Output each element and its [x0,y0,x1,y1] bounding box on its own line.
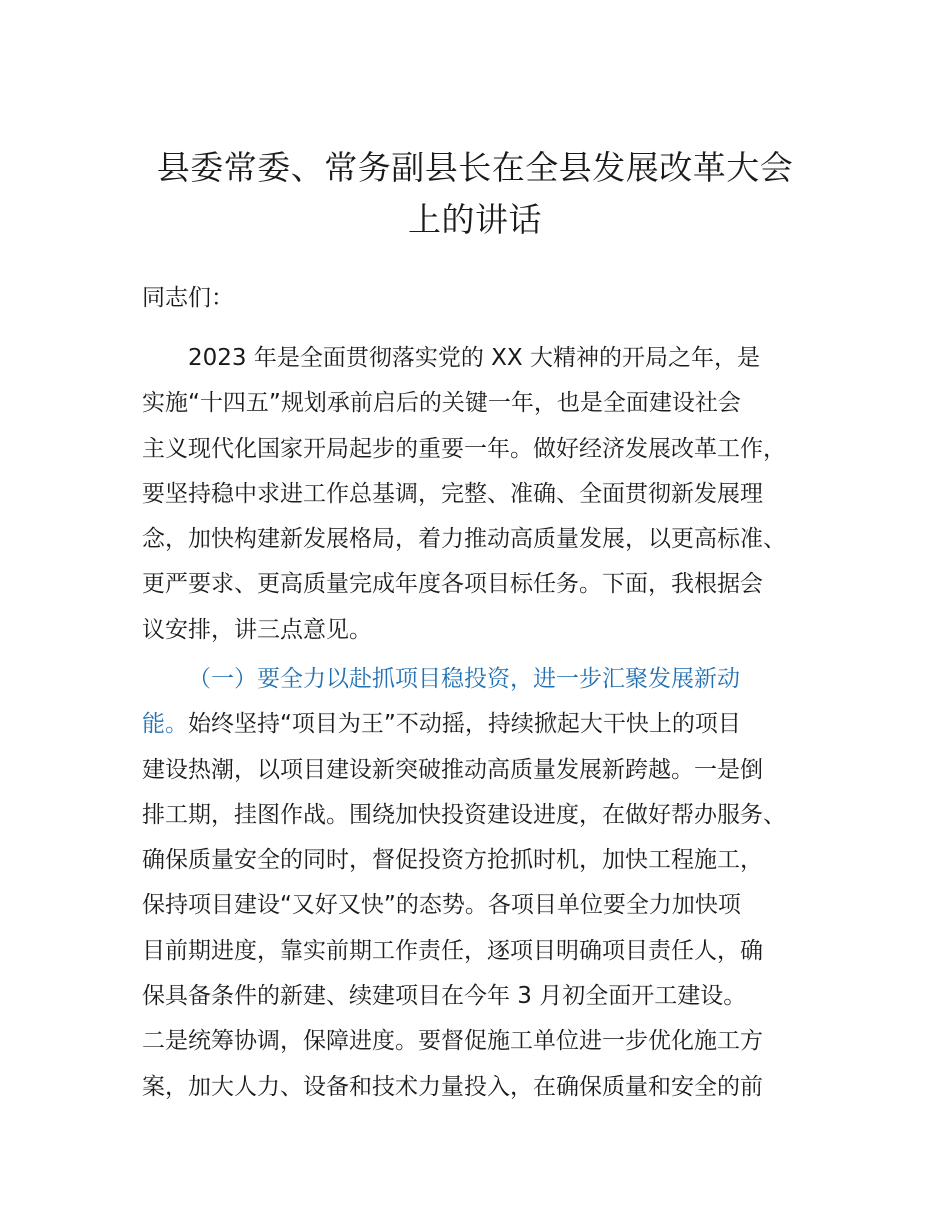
paragraph-section-one [142,663,842,1116]
text-line: 实施“十四五”规划承前启后的关键一年，也是全面建设社会 [142,390,741,417]
paragraph-intro [142,342,842,659]
text-line: 二是统筹协调，保障进度。要督促施工单位进一步优化施工方 [142,1028,763,1055]
document-title [120,142,830,246]
text-line: 建设热潮，以项目建设新突破推动高质量发展新跨越。一是倒 [142,756,763,783]
text-line: 议安排，讲三点意见。 [142,616,372,643]
text-line: 主义现代化国家开局起步的重要一年。做好经济发展改革工作， [142,435,786,462]
salutation: 同志们： [142,285,234,311]
title-line-1: 县委常委、常务副县长在全县发展改革大会 [156,148,794,187]
text-line: 目前期进度，靠实前期工作责任，逐项目明确项目责任人，确 [142,937,763,964]
text-line: 念，加快构建新发展格局，着力推动高质量发展，以更高标准、 [142,526,786,553]
text-line: 案，加大人力、设备和技术力量投入，在确保质量和安全的前 [142,1073,763,1100]
text-line: 保持项目建设“又好又快”的态势。各项目单位要全力加快项 [142,892,741,919]
text-line-rest: 始终坚持“项目为王”不动摇，持续掀起大干快上的项目 [188,711,741,738]
text-line: 排工期，挂图作战。围绕加快投资建设进度，在做好帮办服务、 [142,801,786,828]
text-line [142,708,842,753]
section-heading-end: 能。 [142,711,188,738]
title-line-2: 上的讲话 [408,200,542,239]
text-line: 确保质量安全的同时，督促投资方抢抓时机，加快工程施工， [142,847,763,874]
text-line: 2023 年是全面贯彻落实党的 XX 大精神的开局之年，是 [188,345,760,371]
text-line: 保具备条件的新建、续建项目在今年 3 月初全面开工建设。 [142,983,747,1010]
text-line: 要坚持稳中求进工作总基调，完整、准确、全面贯彻新发展理 [142,480,763,507]
section-heading-line: （一）要全力以赴抓项目稳投资，进一步汇聚发展新动 [188,666,740,692]
text-line: 更严要求、更高质量完成年度各项目标任务。下面，我根据会 [142,571,763,598]
